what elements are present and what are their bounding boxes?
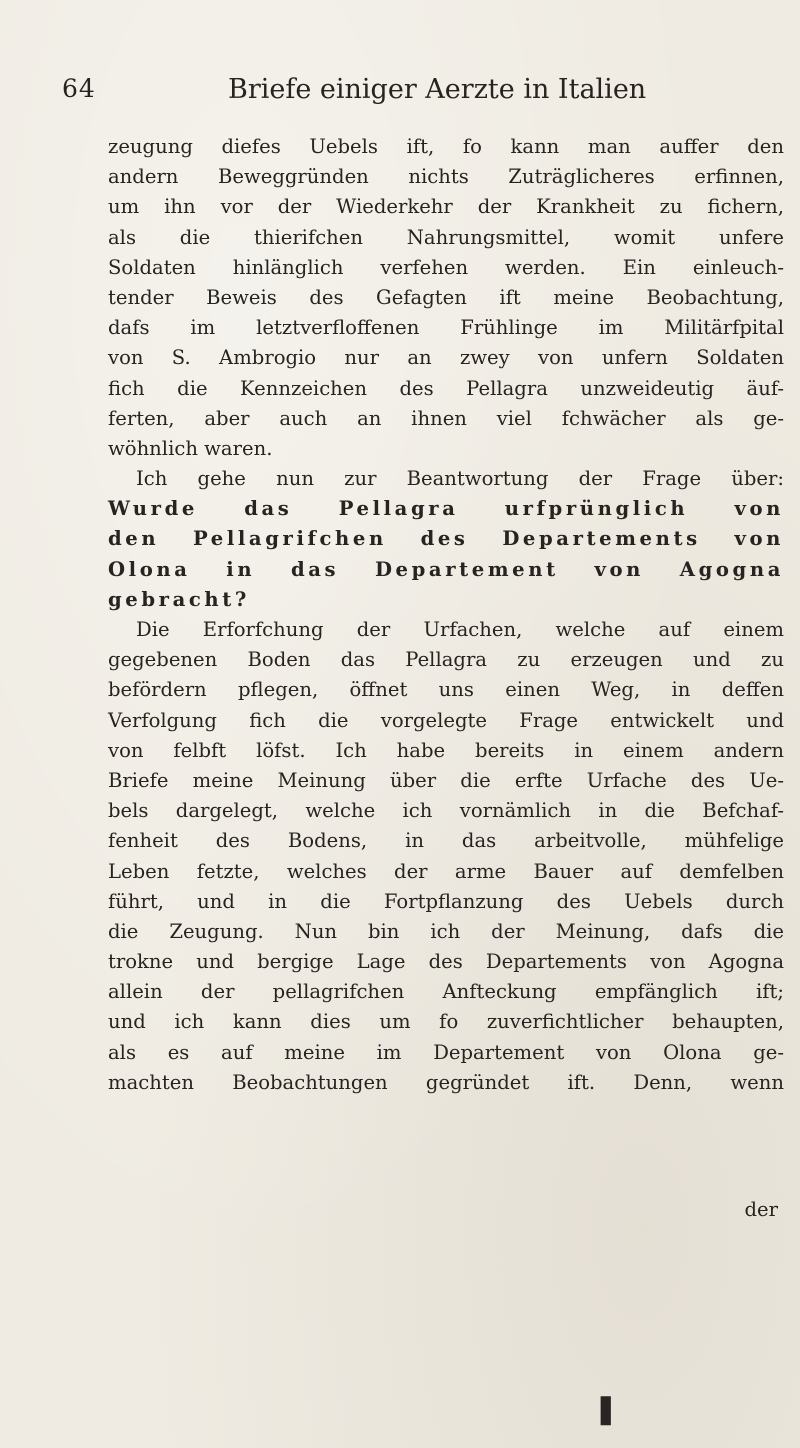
text-line: Verfolgung fich die vorgelegte Frage entwickelt und: [108, 708, 784, 732]
signature-mark: ❚: [594, 1392, 618, 1425]
question-line: Olona in das Departement von Agogna: [108, 557, 784, 581]
running-head: Briefe einiger Aerzte in Italien: [228, 74, 647, 105]
text-line: Die Erforfchung der Urfachen, welche auf einem: [136, 618, 784, 641]
body-text: [108, 132, 784, 1098]
text-line: allein der pellagrifchen Anfteckung empfänglich ift;: [108, 980, 784, 1004]
text-line: befördern pflegen, öffnet uns einen Weg, in deffen: [108, 678, 784, 702]
text-line: Ich gehe nun zur Beantwortung der Frage über:: [136, 467, 784, 491]
text-line: ferten, aber auch an ihnen viel fchwächer als ge-: [108, 406, 784, 430]
page-number: 64: [62, 74, 96, 103]
question-line: den Pellagrifchen des Departements von: [108, 527, 784, 551]
question-line: gebracht?: [108, 587, 250, 611]
question-line: Wurde das Pellagra urfprünglich von: [108, 497, 784, 521]
text-line: fenheit des Bodens, in das arbeitvolle, mühfelige: [108, 829, 784, 853]
text-line: fich die Kennzeichen des Pellagra unzweideutig äuf-: [108, 376, 784, 400]
text-line: um ihn vor der Wiederkehr der Krankheit zu fichern,: [108, 195, 784, 219]
text-line: von S. Ambrogio nur an zwey von unfern Soldaten: [108, 346, 784, 370]
text-line: als es auf meine im Departement von Olona ge-: [108, 1040, 784, 1064]
text-line: dafs im letztverfloffenen Frühlinge im Militärfpital: [108, 316, 784, 340]
text-line: trokne und bergige Lage des Departements von Agogna: [108, 950, 784, 974]
catchword: der: [744, 1198, 778, 1221]
text-line: andern Beweggründen nichts Zuträglicheres erfinnen,: [108, 165, 784, 189]
text-line: Leben fetzte, welches der arme Bauer auf demfelben: [108, 859, 784, 883]
text-line: wöhnlich waren.: [108, 436, 273, 460]
text-line: Soldaten hinlänglich verfehen werden. Ein einleuch-: [108, 255, 784, 279]
page-header: [62, 74, 722, 114]
text-line: und ich kann dies um fo zuverfichtlicher behaupten,: [108, 1010, 784, 1034]
text-line: bels dargelegt, welche ich vornämlich in die Befchaf-: [108, 799, 784, 823]
text-line: Briefe meine Meinung über die erfte Urfache des Ue-: [108, 768, 784, 792]
text-line: gegebenen Boden das Pellagra zu erzeugen und zu: [108, 648, 784, 672]
text-line: von felbft löfst. Ich habe bereits in einem andern: [108, 738, 784, 762]
text-line: als die thierifchen Nahrungsmittel, womit unfere: [108, 225, 784, 249]
text-line: zeugung diefes Uebels ift, fo kann man auffer den: [108, 135, 784, 158]
text-line: die Zeugung. Nun bin ich der Meinung, dafs die: [108, 919, 784, 943]
text-line: führt, und in die Fortpflanzung des Uebels durch: [108, 889, 784, 913]
text-line: machten Beobachtungen gegründet ift. Denn, wenn: [108, 1070, 784, 1094]
text-line: tender Beweis des Gefagten ift meine Beobachtung,: [108, 285, 784, 309]
